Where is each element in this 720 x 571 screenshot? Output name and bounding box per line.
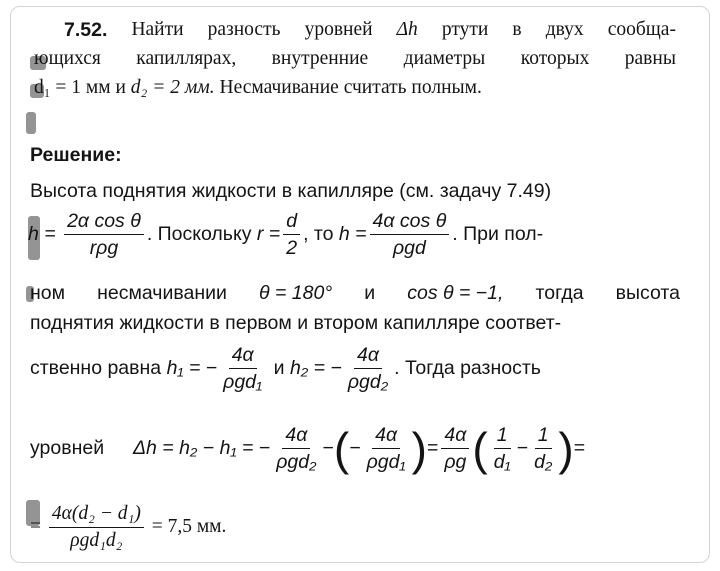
- problem-word: ртути: [441, 19, 489, 40]
- problem-word: диаметры: [403, 48, 486, 69]
- margin-scribble: [26, 112, 36, 134]
- solution-word: высота: [615, 282, 680, 304]
- solution-word: и: [364, 282, 376, 304]
- right-paren: ): [411, 422, 427, 475]
- problem-line-1: [64, 17, 676, 43]
- fraction-denominator: rρg: [89, 237, 119, 260]
- final-result: = 7,5 мм.: [151, 516, 227, 537]
- fraction-numerator: 4α: [354, 343, 382, 369]
- problem-word: которых: [520, 48, 590, 69]
- minus-sign: −: [322, 437, 334, 459]
- fraction-final: [49, 502, 144, 553]
- problem-number: 7.52.: [64, 19, 108, 41]
- problem-word: равны: [624, 48, 676, 69]
- fraction-numerator: 1: [494, 423, 511, 449]
- fraction-denominator: ρgd: [392, 237, 426, 260]
- fraction-1-over-d2: [531, 423, 555, 474]
- problem-line-3: [34, 75, 694, 101]
- fraction-4a-cos-over-pgd: [370, 209, 450, 260]
- problem-word: ющихся: [34, 48, 101, 69]
- fraction-h1: [220, 343, 265, 394]
- solution-text: Высота поднятия жидкости в капилляре (см. задачу 7.49): [30, 180, 552, 202]
- fraction-d-over-2: [283, 209, 300, 260]
- h-lhs: h =: [28, 223, 56, 245]
- fraction-denominator: ρgd₁: [366, 451, 406, 474]
- solution-line-3: [30, 280, 680, 306]
- fraction-numerator: 4α cos θ: [370, 209, 450, 235]
- fraction-denominator: 2: [286, 237, 298, 260]
- problem-word: Найти: [131, 19, 184, 40]
- respectively-text: ственно равна: [30, 357, 162, 379]
- delta-h-symbol: Δh: [396, 19, 418, 40]
- fraction-numerator: 2α cos θ: [64, 209, 144, 235]
- problem-word: разность: [207, 19, 281, 40]
- solution-word: несмачивании: [97, 282, 227, 304]
- fraction-numerator: 4α: [229, 343, 257, 369]
- fraction-h2: [345, 343, 391, 394]
- fraction-denominator: ρgd₁d₂: [70, 530, 123, 552]
- fraction-dh-3: [441, 423, 469, 474]
- d2-value: d₂ = 2 мм.: [130, 77, 215, 98]
- problem-word: капиллярах,: [136, 48, 237, 69]
- problem-word: сообща-: [607, 19, 676, 40]
- fraction-denominator: d₂: [534, 451, 553, 474]
- problem-word: в: [512, 19, 522, 40]
- fraction-denominator: ρgd₂: [347, 371, 389, 394]
- cos-theta-value: cos θ = −1,: [407, 282, 504, 304]
- left-paren: (: [333, 422, 350, 475]
- fraction-denominator: d₁: [493, 451, 511, 474]
- formula-row-final: [30, 498, 690, 556]
- fraction-denominator: ρgd₁: [223, 371, 263, 394]
- d1-value: d₁ = 1 мм и: [34, 77, 131, 98]
- formula-row-1: [28, 206, 680, 262]
- left-paren: (: [472, 422, 488, 475]
- fraction-1-over-d1: [491, 423, 514, 474]
- fraction-denominator: ρg: [444, 451, 467, 474]
- difference-text: . Тогда разность: [394, 357, 541, 379]
- solution-word: ном: [30, 282, 66, 304]
- theta-value: θ = 180°: [259, 282, 333, 304]
- fraction-2a-cos-over-rpg: [64, 209, 144, 260]
- problem-word: двух: [545, 19, 584, 40]
- solution-heading: Решение:: [30, 144, 122, 166]
- problem-word: уровней: [304, 19, 373, 40]
- then-text: , то: [303, 223, 334, 245]
- fraction-dh-2: [364, 423, 409, 474]
- h-lhs-2: h =: [338, 223, 367, 245]
- fraction-denominator: ρgd₂: [276, 451, 317, 474]
- formula-row-2: [30, 340, 680, 396]
- solution-line-1: [30, 178, 680, 204]
- equals-sign: =: [426, 437, 439, 459]
- when-full-text: . При пол-: [452, 223, 544, 245]
- fraction-numerator: 4α: [372, 423, 400, 449]
- final-equals: =: [30, 516, 41, 537]
- h2-lhs: h₂ = −: [289, 357, 342, 379]
- h1-lhs: h₁ = −: [166, 357, 218, 379]
- solution-text: поднятия жидкости в первом и втором капилляре соответ-: [30, 312, 562, 334]
- fraction-dh-1: [273, 423, 319, 474]
- solution-word: тогда: [535, 282, 584, 304]
- r-lhs: r =: [256, 223, 281, 245]
- and-text: и: [273, 357, 285, 379]
- problem-word: внутренние: [271, 48, 369, 69]
- formula-row-3: уровней Δh = h₂ − h₁ = − $\frac{4\alpha}{\text{ρgd₂}}$ −(− $\frac{4\alpha}{\text{ρgd₁}}$ )= $\frac{4\alpha}{\rho g}$ ( $\frac{1}{\text{d₁}}$ − $\frac{1}{\text{d₂}}$ )=: [30, 422, 586, 475]
- fraction-numerator: 4α: [282, 423, 310, 449]
- problem-condition: Несмачивание считать полным.: [214, 77, 482, 98]
- problem-line-2: [34, 46, 676, 72]
- fraction-numerator: 4α(d₂ − d₁): [49, 502, 144, 528]
- right-paren: ): [558, 422, 574, 475]
- fraction-numerator: 1: [535, 423, 552, 449]
- fraction-numerator: d: [283, 209, 300, 235]
- equals-sign: =: [573, 437, 586, 459]
- solution-line-4: [30, 310, 690, 336]
- fraction-numerator: 4α: [441, 423, 469, 449]
- since-text: . Поскольку: [146, 223, 252, 245]
- levels-text: уровней: [30, 437, 105, 459]
- delta-h-lhs: Δh = h₂ − h₁ = −: [132, 437, 271, 459]
